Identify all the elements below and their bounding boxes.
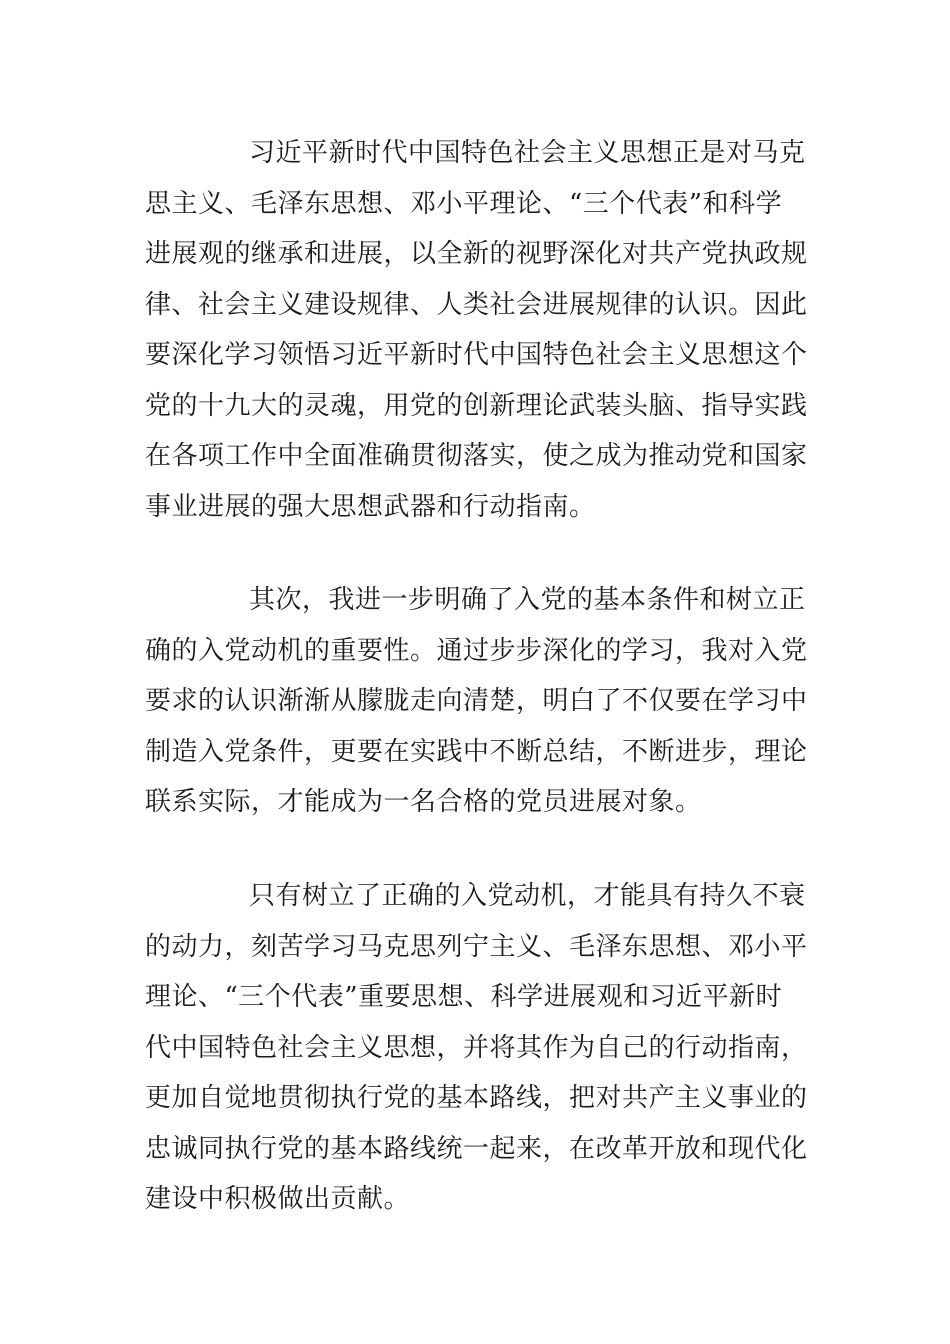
- paragraph-line: 要深化学习领悟习近平新时代中国特色社会主义思想这个: [145, 340, 808, 370]
- paragraph-line: 代中国特色社会主义思想，并将其作为自己的行动指南，: [145, 1032, 808, 1063]
- paragraph-line: 确的入党动机的重要性。通过步步深化的学习，我对入党: [145, 635, 808, 666]
- paragraph-line: 更加自觉地贯彻执行党的基本路线，把对共产主义事业的: [145, 1083, 808, 1113]
- paragraph-line: 事业进展的强大思想武器和行动指南。: [145, 491, 596, 522]
- paragraph-line: 只有树立了正确的入党动机，才能具有持久不衰: [249, 881, 806, 911]
- paragraph-line: 要求的认识渐渐从朦胧走向清楚，明白了不仅要在学习中: [145, 686, 808, 716]
- paragraph-line: 联系实际，才能成为一名合格的党员进展对象。: [145, 787, 702, 817]
- paragraph-line: 忠诚同执行党的基本路线统一起来，在改革开放和现代化: [145, 1133, 808, 1164]
- paragraph-line: 进展观的继承和进展，以全新的视野深化对共产党执政规: [145, 239, 808, 269]
- paragraph-line: 党的十九大的灵魂，用党的创新理论武装头脑、指导实践: [145, 390, 808, 421]
- paragraph-line: 习近平新时代中国特色社会主义思想正是对马克: [249, 138, 806, 168]
- paragraph-line: 思主义、毛泽东思想、邓小平理论、“三个代表”和科学: [145, 188, 783, 219]
- paragraph-line: 理论、“三个代表”重要思想、科学进展观和习近平新时: [145, 982, 783, 1012]
- paragraph-line: 律、社会主义建设规律、人类社会进展规律的认识。因此: [145, 289, 808, 320]
- paragraph-3: [145, 871, 808, 1225]
- paragraph-line: 的动力，刻苦学习马克思列宁主义、毛泽东思想、邓小平: [145, 931, 808, 962]
- paragraph-line: 建设中积极做出贡献。: [145, 1184, 411, 1214]
- paragraph-line: 制造入党条件，更要在实践中不断总结，不断进步，理论: [145, 736, 808, 767]
- paragraph-line: 在各项工作中全面准确贯彻落实，使之成为推动党和国家: [145, 441, 808, 471]
- paragraph-line: 其次，我进一步明确了入党的基本条件和树立正: [249, 585, 806, 615]
- paragraph-1: [145, 128, 808, 532]
- paragraph-2: [145, 575, 808, 828]
